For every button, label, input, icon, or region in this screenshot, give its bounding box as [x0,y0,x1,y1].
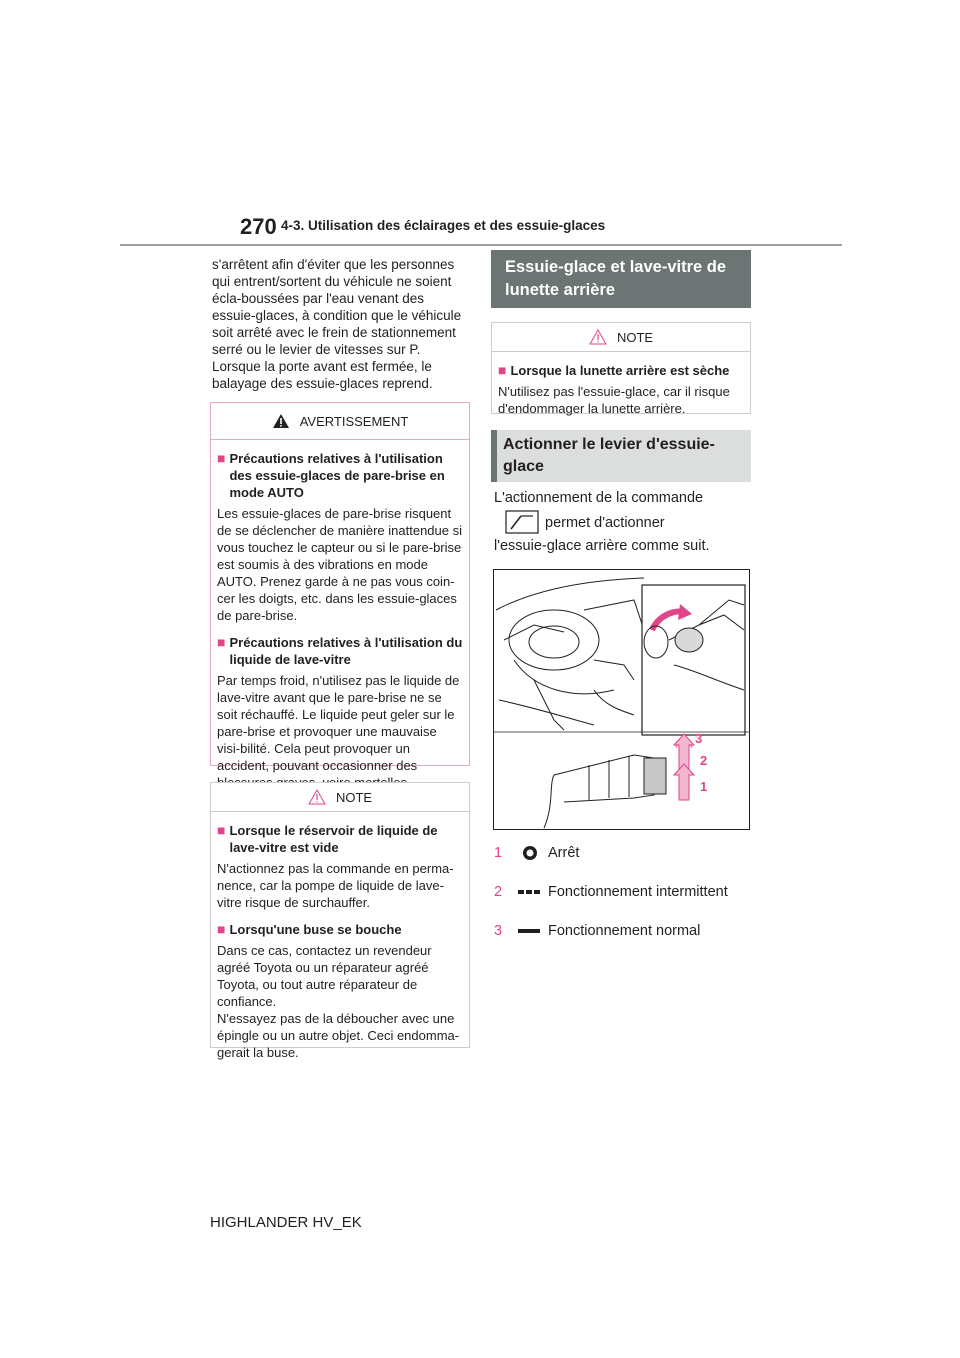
section-heading-lever: Actionner le levier d'essuie-glace [491,430,751,482]
section-title: 4-3. Utilisation des éclairages et des essuie-glaces [281,218,606,233]
intro-paragraph: s'arrêtent afin d'éviter que les personnes qui entrent/sortent du véhicule ne soient écla-boussées par l'eau venant des essuie-glaces, à condition que le véhicule soit arrêté avec le frein de stationnement serré ou le levier de vitesses sur P. Lorsque la porte avant est fermée, le balayage des essuie-glaces reprend. [212,257,462,391]
lever-text-line2: permet d'actionner [545,515,665,531]
position-item-2 [494,881,728,903]
position-number: 1 [494,845,503,861]
note-box-left [210,782,470,1060]
header-divider [120,244,842,246]
warning-item-1-title: ■ Précautions relatives à l'utilisation des essuie-glaces de pare-brise en mode AUTO [217,450,445,500]
note-box-right [491,322,751,414]
note-item-2-text2: N'essayez pas de la déboucher avec une épingle ou un autre objet. Ceci endomma-gerait la buse. [217,1011,460,1060]
bullet-square-icon: ■ [217,822,226,838]
position-label: Arrêt [548,845,580,861]
note-heading: NOTE [335,789,373,805]
position-label: Fonctionnement normal [548,923,701,939]
note-item-1-title: ■ Lorsque le réservoir de liquide de lave-vitre est vide [217,822,438,855]
warning-triangle-icon [272,413,290,429]
warning-item-1-text: Les essuie-glaces de pare-brise risquent de se déclencher de manière inattendue si vous touchez le capteur ou si le pare-brise est soumis à des vibrations en mode AUTO. Prenez garde à ne pas vous coin-cer les doigts, etc. dans les essuie-glaces de pare-brise. [217,506,462,623]
note-right-text: N'utilisez pas l'essuie-glace, car il risque d'endommager la lunette arrière. [498,384,730,416]
figure-label-3: 3 [695,731,703,746]
warning-heading: AVERTISSEMENT [299,413,409,429]
bullet-square-icon: ■ [217,634,226,650]
note-right-title: ■ Lorsque la lunette arrière est sèche [498,362,730,378]
note-item-2-title: ■ Lorsqu'une buse se bouche [217,921,402,937]
bullet-square-icon: ■ [217,921,226,937]
footer-model: HIGHLANDER HV_EK [210,1214,362,1231]
position-item-1 [494,842,579,864]
warning-item-2-title: ■ Précautions relatives à l'utilisation du liquide de lave-vitre [217,634,463,667]
lever-text-line1: L'actionnement de la commande [494,490,704,506]
off-circle-icon [518,844,544,862]
note-header [211,783,469,812]
normal-bar-icon [518,922,544,940]
position-label: Fonctionnement intermittent [548,884,728,900]
bullet-square-icon: ■ [217,450,226,466]
rear-wiper-switch-icon [505,510,539,534]
position-number: 2 [494,884,503,900]
figure-label-1: 1 [700,779,708,794]
lever-text-line3: l'essuie-glace arrière comme suit. [494,538,710,554]
wiper-lever-figure [493,569,750,830]
caution-triangle-icon [308,789,326,805]
position-number: 3 [494,923,503,939]
page-number: 270 [240,214,277,239]
warning-header [211,403,469,440]
note-item-2-text: Dans ce cas, contactez un revendeur agréé Toyota ou un réparateur agréé Toyota, ou tout autre réparateur de confiance. [217,943,432,1009]
warning-item-2-text: Par temps froid, n'utilisez pas le liquide de lave-vitre avant que le pare-brise ne se soit réchauffé. Le liquide peut geler sur le pare-brise et provoquer une mauvaise visi-bilité. Cela peut provoquer un accident, pouvant occasionner des [217,673,460,773]
caution-triangle-icon [589,329,607,345]
figure-label-2: 2 [700,753,708,768]
dashboard-illustration [494,570,749,829]
section-heading-rear-wiper: Essuie-glace et lave-vitre de lunette arrière [491,250,751,308]
note-header [492,323,750,352]
note-heading: NOTE [616,329,654,345]
position-item-3 [494,920,700,942]
note-item-1-text: N'actionnez pas la commande en perma-nence, car la pompe de liquide de lave-vitre risque de surchauffer. [217,861,454,910]
intermittent-dashes-icon [518,883,544,901]
bullet-square-icon: ■ [498,362,507,378]
warning-box [210,402,470,773]
